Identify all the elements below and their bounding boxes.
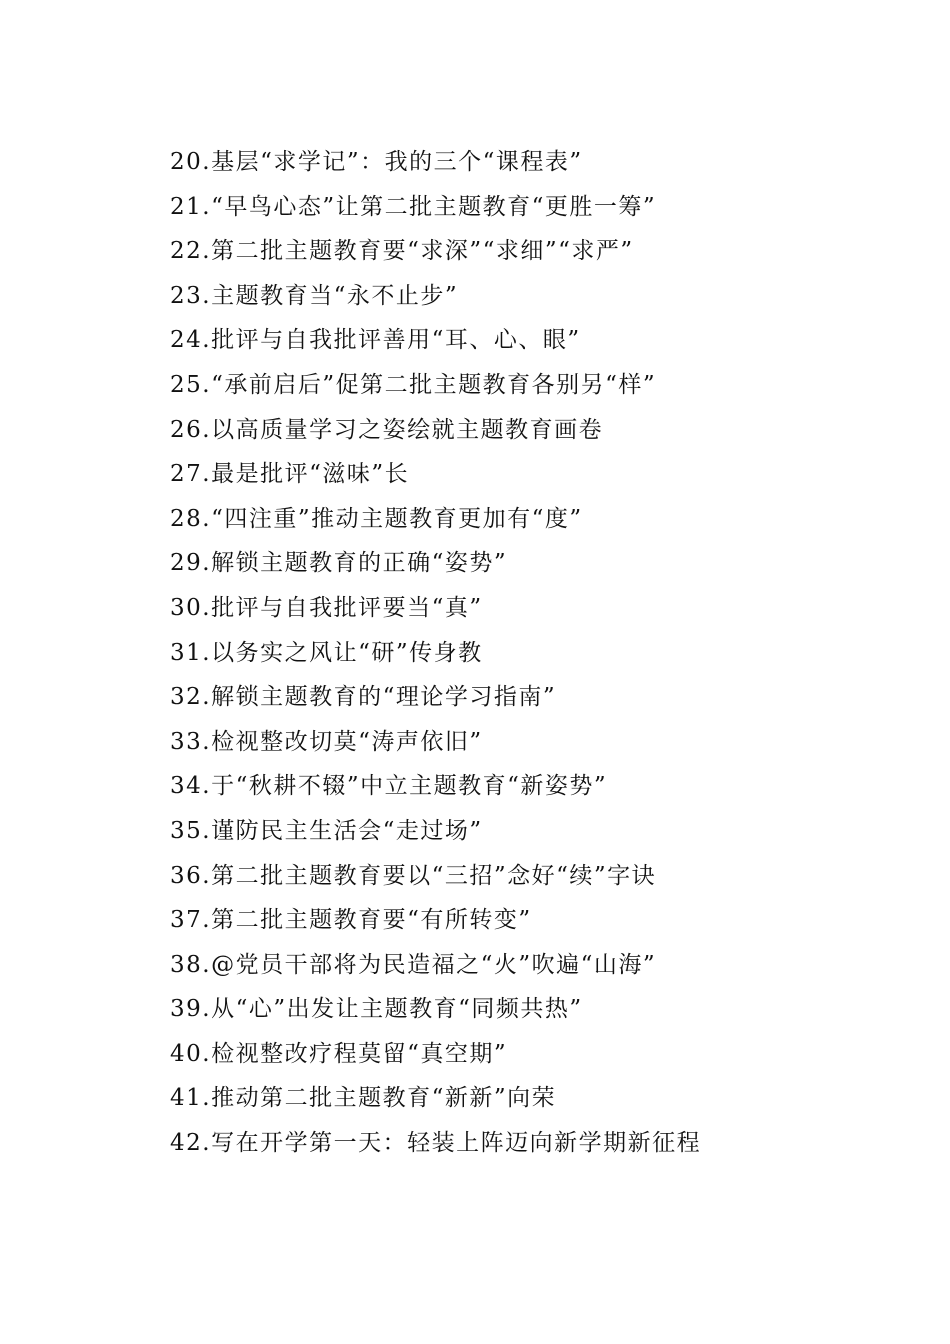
list-item: 38.@党员干部将为民造福之“火”吹遍“山海” [170, 951, 657, 978]
list-item: 36.第二批主题教育要以“三招”念好“续”字诀 [170, 862, 657, 889]
list-item: 28.“四注重”推动主题教育更加有“度” [170, 505, 583, 532]
list-item: 25.“承前启后”促第二批主题教育各别另“样” [170, 371, 657, 398]
list-item: 39.从“心”出发让主题教育“同频共热” [170, 996, 583, 1023]
list-item: 20.基层“求学记”：我的三个“课程表” [170, 149, 583, 175]
list-item: 26.以高质量学习之姿绘就主题教育画卷 [170, 416, 604, 443]
list-item: 31.以务实之风让“研”传身教 [170, 639, 483, 666]
list-item: 24.批评与自我批评善用“耳、心、眼” [170, 327, 581, 354]
list-item: 33.检视整改切莫“涛声依旧” [170, 728, 483, 755]
list-item: 32.解锁主题教育的“理论学习指南” [170, 684, 557, 711]
list-item: 40.检视整改疗程莫留“真空期” [170, 1040, 508, 1067]
list-item: 34.于“秋耕不辍”中立主题教育“新姿势” [170, 773, 608, 800]
list-item: 29.解锁主题教育的正确“姿势” [170, 550, 508, 577]
list-item: 42.写在开学第一天：轻装上阵迈向新学期新征程 [170, 1130, 702, 1157]
list-item: 21.“早鸟心态”让第二批主题教育“更胜一筹” [170, 193, 657, 220]
list-item: 30.批评与自我批评要当“真” [170, 594, 483, 621]
list-item: 22.第二批主题教育要“求深”“求细”“求严” [170, 238, 634, 265]
list-item: 23.主题教育当“永不止步” [170, 282, 459, 309]
list-item: 41.推动第二批主题教育“新新”向荣 [170, 1085, 557, 1112]
title-list [170, 140, 870, 1166]
list-item: 37.第二批主题教育要“有所转变” [170, 907, 532, 934]
list-item: 35.谨防民主生活会“走过场” [170, 817, 483, 844]
list-item: 27.最是批评“滋味”长 [170, 461, 410, 488]
